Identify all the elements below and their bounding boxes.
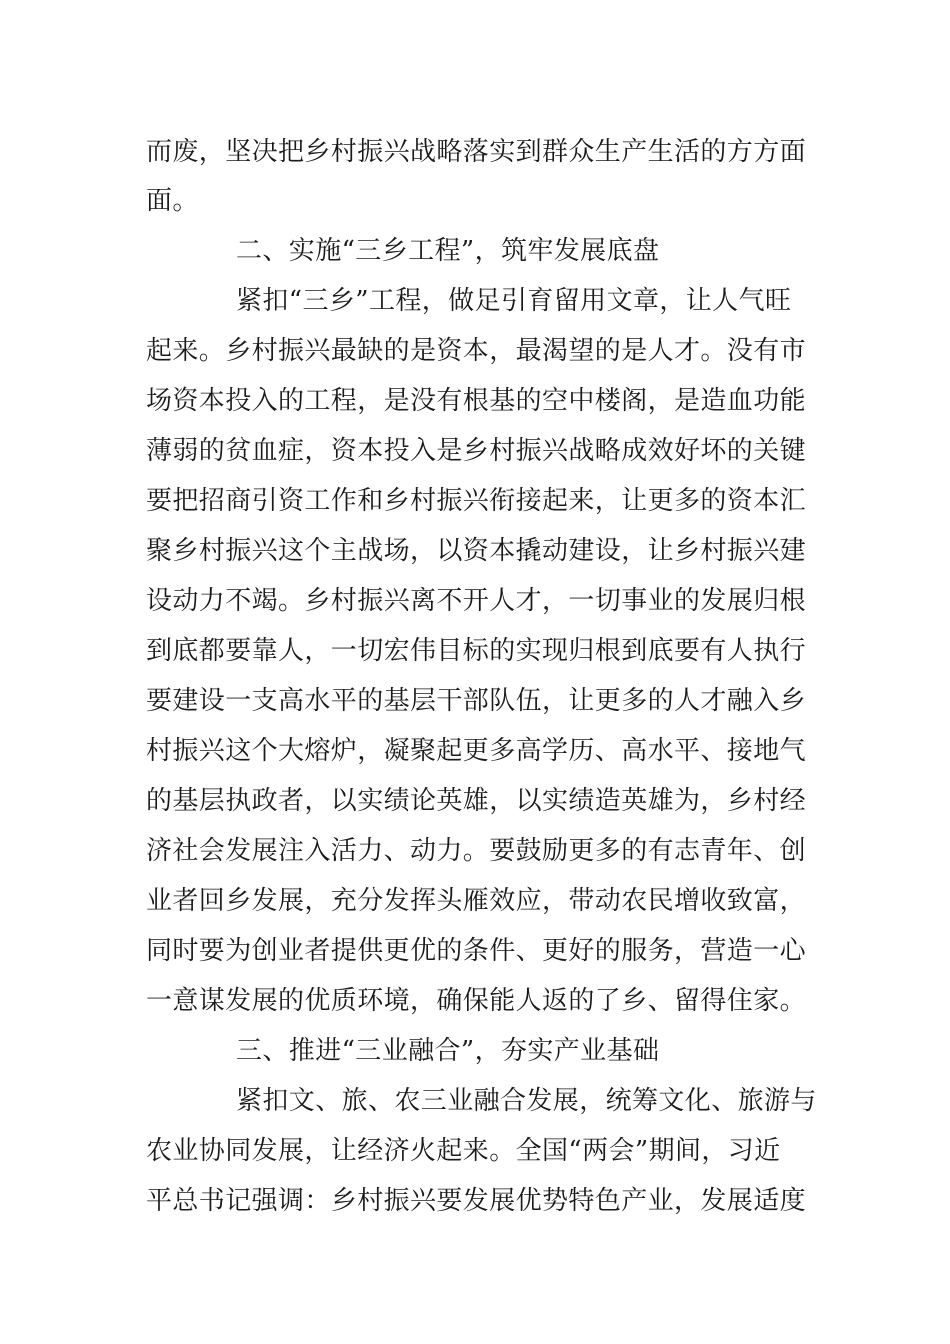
text-line-10: 设动力不竭。乡村振兴离不开人才，一切事业的发展归根 — [146, 586, 807, 616]
text-line-22: 平总书记强调：乡村振兴要发展优势特色产业，发展适度 — [146, 1186, 807, 1216]
text-line-14: 的基层执政者，以实绩论英雄，以实绩造英雄为，乡村经 — [146, 786, 807, 816]
section-heading-3: 三、推进“三业融合”，夯实产业基础 — [236, 1036, 660, 1066]
text-line-9: 聚乡村振兴这个主战场，以资本撬动建设，让乡村振兴建 — [146, 536, 807, 566]
text-line-11: 到底都要靠人，一切宏伟目标的实现归根到底要有人执行 — [146, 636, 807, 666]
section-heading-2: 二、实施“三乡工程”，筑牢发展底盘 — [236, 236, 660, 266]
text-line-8: 要把招商引资工作和乡村振兴衔接起来，让更多的资本汇 — [146, 486, 807, 516]
text-line-7: 薄弱的贫血症，资本投入是乡村振兴战略成效好坏的关键 — [146, 436, 807, 466]
text-line-13: 村振兴这个大熔炉，凝聚起更多高学历、高水平、接地气 — [146, 736, 807, 766]
text-line-21: 农业协同发展，让经济火起来。全国“两会”期间，习近 — [146, 1136, 781, 1166]
text-line-6: 场资本投入的工程，是没有根基的空中楼阁，是造血功能 — [146, 386, 807, 416]
text-line-2: 面。 — [146, 186, 199, 216]
text-line-5: 起来。乡村振兴最缺的是资本，最渴望的是人才。没有市 — [146, 336, 807, 366]
text-line-17: 同时要为创业者提供更优的条件、更好的服务，营造一心 — [146, 936, 807, 966]
paragraph-3-first-line: 紧扣文、旅、农三业融合发展，统筹文化、旅游与 — [236, 1086, 817, 1116]
paragraph-2-first-line: 紧扣“三乡”工程，做足引育留用文章，让人气旺 — [236, 286, 792, 316]
text-line-12: 要建设一支高水平的基层干部队伍，让更多的人才融入乡 — [146, 686, 807, 716]
text-line-15: 济社会发展注入活力、动力。要鼓励更多的有志青年、创 — [146, 836, 807, 866]
text-line-16: 业者回乡发展，充分发挥头雁效应，带动农民增收致富， — [146, 886, 807, 916]
text-line-1: 而废，坚决把乡村振兴战略落实到群众生产生活的方方面 — [146, 137, 807, 167]
text-line-18: 一意谋发展的优质环境，确保能人返的了乡、留得住家。 — [146, 986, 807, 1016]
